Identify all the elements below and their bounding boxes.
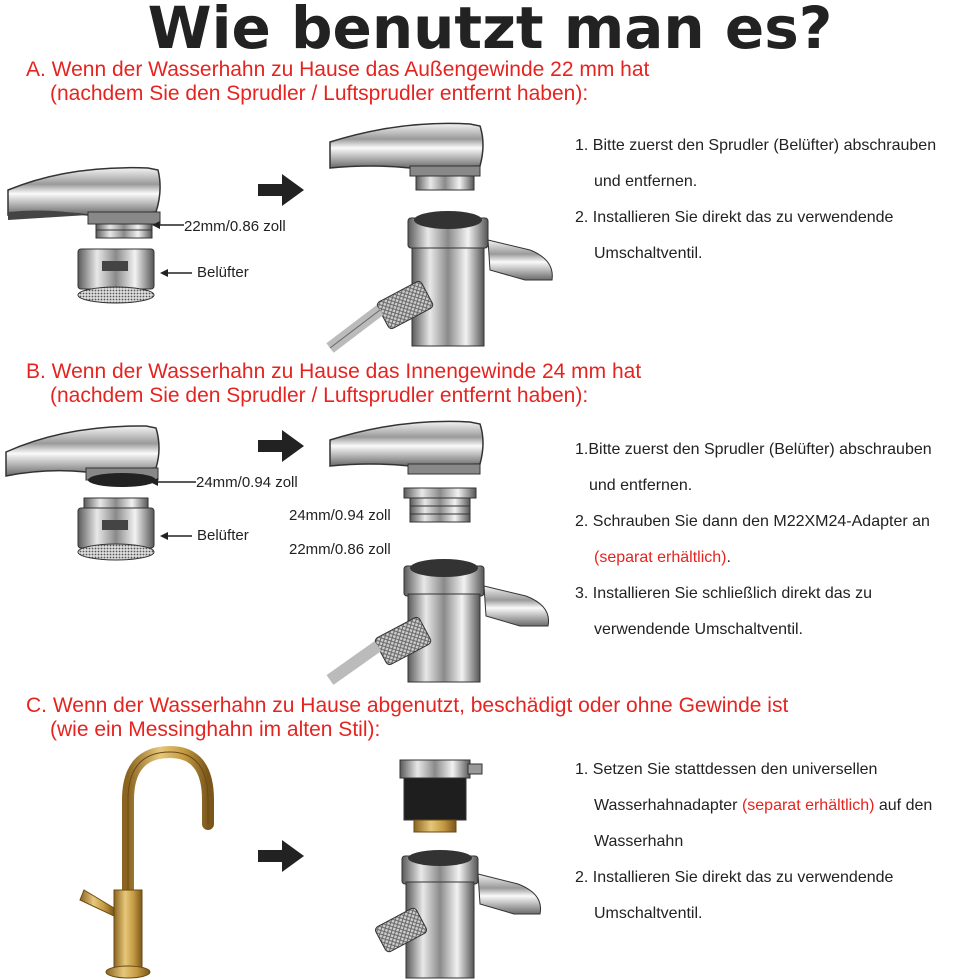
page-title: Wie benutzt man es? bbox=[147, 0, 833, 62]
section-b-step-3-line1: 3. Installieren Sie schließlich direkt das zu bbox=[575, 585, 873, 602]
arrow-to-thread-label bbox=[152, 218, 186, 232]
section-b-adapter-top-label: 24mm/0.94 zoll bbox=[289, 507, 391, 524]
aerator-icon bbox=[76, 247, 158, 305]
section-b-heading-line2: (nachdem Sie den Sprudler / Luftsprudler entfernt haben): bbox=[50, 384, 589, 407]
section-b-steps bbox=[575, 432, 932, 648]
section-c-heading-line2: (wie ein Messinghahn im alten Stil): bbox=[50, 718, 381, 741]
faucet-internal-thread-illustration bbox=[6, 420, 166, 490]
arrow-to-thread-label bbox=[150, 475, 196, 489]
section-c-step-2-line2: Umschaltventil. bbox=[594, 905, 703, 922]
separately-available-note: (separat erhältlich) bbox=[594, 549, 727, 566]
arrow-to-aerator-label bbox=[160, 529, 194, 543]
separately-available-note: (separat erhältlich) bbox=[741, 797, 875, 814]
section-c-step-1-line3: Wasserhahn bbox=[594, 833, 684, 850]
section-c-step-1-line2 bbox=[575, 788, 932, 824]
section-b-step-2-line1: 2. Schrauben Sie dann den M22XM24-Adapter an bbox=[575, 513, 930, 530]
section-c-step-1-line1: 1. Setzen Sie stattdessen den universellen bbox=[575, 761, 878, 778]
section-b-adapter-bottom-label: 22mm/0.86 zoll bbox=[289, 541, 391, 558]
section-b-step-1-line1: 1.Bitte zuerst den Sprudler (Belüfter) abschrauben bbox=[575, 441, 932, 458]
section-b-heading bbox=[26, 360, 641, 408]
section-b-step-3-line2: verwendende Umschaltventil. bbox=[594, 621, 803, 638]
aerator-icon bbox=[76, 496, 158, 562]
brass-faucet-illustration bbox=[70, 740, 220, 980]
section-a-thread-label: 22mm/0.86 zoll bbox=[184, 218, 286, 235]
section-a-step-2-line1: 2. Installieren Sie direkt das zu verwendende bbox=[575, 209, 894, 226]
section-b-step-2-line2 bbox=[575, 540, 932, 576]
section-a-step-2-line2: Umschaltventil. bbox=[594, 245, 703, 262]
section-c-heading bbox=[26, 694, 788, 742]
section-c-step-1-before: Wasserhahnadapter bbox=[594, 797, 742, 814]
section-a-heading-line2: (nachdem Sie den Sprudler / Luftsprudler entfernt haben): bbox=[50, 82, 589, 105]
section-b-aerator-label: Belüfter bbox=[197, 527, 249, 544]
section-a-steps bbox=[575, 128, 936, 272]
section-a-step-1-line1: 1. Bitte zuerst den Sprudler (Belüfter) abschrauben bbox=[575, 137, 937, 154]
section-c-heading-line1: C. Wenn der Wasserhahn zu Hause abgenutzt, beschädigt oder ohne Gewinde ist bbox=[26, 694, 789, 717]
section-b-thread-label: 24mm/0.94 zoll bbox=[196, 474, 298, 491]
arrow-to-aerator-label bbox=[160, 266, 194, 280]
section-b-step-1-line2: und entfernen. bbox=[589, 477, 693, 494]
section-a-aerator-label: Belüfter bbox=[197, 264, 249, 281]
section-c-step-1-after: auf den bbox=[874, 797, 933, 814]
universal-adapter-and-diverter-illustration bbox=[378, 756, 558, 980]
section-a-heading bbox=[26, 58, 649, 106]
section-c-step-2-line1: 2. Installieren Sie direkt das zu verwendende bbox=[575, 869, 894, 886]
arrow-right-icon bbox=[258, 430, 304, 462]
section-b-heading-line1: B. Wenn der Wasserhahn zu Hause das Innengewinde 24 mm hat bbox=[26, 360, 642, 383]
arrow-right-icon bbox=[258, 840, 304, 872]
section-c-steps bbox=[575, 752, 932, 932]
section-a-step-1-line2: und entfernen. bbox=[594, 173, 698, 190]
arrow-right-icon bbox=[258, 174, 304, 206]
step-2-period: . bbox=[726, 549, 731, 566]
faucet-with-diverter-valve-illustration bbox=[330, 120, 560, 360]
section-a-heading-line1: A. Wenn der Wasserhahn zu Hause das Außengewinde 22 mm hat bbox=[26, 58, 650, 81]
